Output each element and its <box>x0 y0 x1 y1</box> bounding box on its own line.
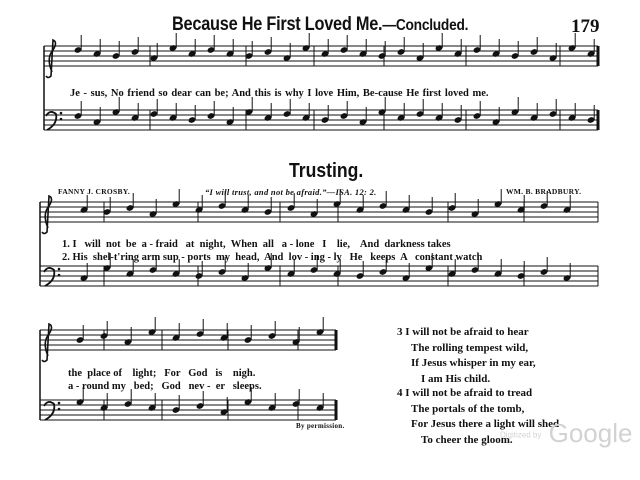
google-watermark: Digitized by Google <box>500 418 633 448</box>
hymn1-lyric-line: Je - sus, No friend so dear can be; And this is why I love Him, Be-cause He first loved me. <box>70 88 489 99</box>
hymn-title: Because He First Loved Me.—Concluded. <box>172 14 469 35</box>
verse-3: 3 I will not be afraid to hear The rolling tempest wild, If Jesus whisper in my ear, I am His child. <box>397 326 536 385</box>
permission-note: By permission. <box>296 422 345 430</box>
h1-bass-clef-icon-dot <box>60 112 63 115</box>
h2b-bass-clef-icon-dot <box>58 408 61 411</box>
verse1-line1: 1. I will not be a - fraid at night, When all a - lone I lie, And darkness takes <box>62 239 451 250</box>
verse2-line2: a - round my bed; God nev - er sleeps. <box>68 381 262 392</box>
scripture-epigraph: “I will trust, and not be afraid.”—ISA. 12: 2. <box>205 187 377 197</box>
h2-bass-clef-icon-dot <box>58 268 61 271</box>
h2-bass-clef-icon-dot <box>58 274 61 277</box>
h2b-bass-clef-icon-dot <box>58 402 61 405</box>
h1-bass-clef-icon-dot <box>60 118 63 121</box>
hymn2-title: Trusting. <box>289 160 364 182</box>
verse1-line2: the place of light; For God is nigh. <box>68 368 256 379</box>
author-credit: FANNY J. CROSBY. <box>58 187 131 196</box>
page-number: 179 <box>571 16 600 37</box>
verse-4: 4 I will not be afraid to tread The portals of the tomb, For Jesus there a light will shed To cheer the gloom. <box>397 387 560 446</box>
composer-credit: WM. B. BRADBURY. <box>506 187 582 196</box>
verse2-line1: 2. His shel-t'ring arm sup - ports my head, And lov - ing - ly He keeps A constant watch <box>62 252 483 263</box>
